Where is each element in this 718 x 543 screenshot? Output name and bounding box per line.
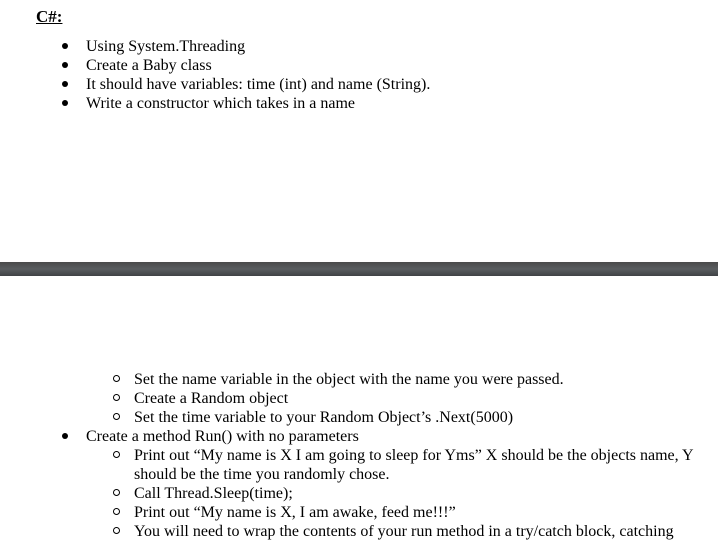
bullet-marker [62, 433, 68, 439]
bullet-marker [62, 43, 68, 49]
hollow-bullet-marker [113, 394, 120, 401]
sub-list-item-text: Print out “My name is X, I am awake, feed me!!!” [134, 504, 456, 521]
section-heading: C#: [36, 7, 63, 26]
sub-list-item-text: Call Thread.Sleep(time); [134, 485, 293, 502]
hollow-bullet-marker [113, 413, 120, 420]
sub-list-item-text: You will need to wrap the contents of your run method in a try/catch block, catching [134, 523, 674, 540]
document-page-2 [0, 276, 718, 543]
bullet-marker [62, 62, 68, 68]
list-item-text: Using System.Threading [86, 38, 246, 55]
bullet-marker [62, 100, 68, 106]
sub-list-item-text: Set the time variable to your Random Object’s .Next(5000) [134, 409, 514, 426]
list-item-text: Write a constructor which takes in a name [86, 95, 356, 112]
hollow-bullet-marker [113, 489, 120, 496]
hollow-bullet-marker [113, 527, 120, 534]
sub-list-item-text: Create a Random object [134, 390, 289, 407]
sub-list-item-text: Print out “My name is X I am going to sleep for Yms” X should be the objects name, Y [134, 447, 694, 464]
sub-list-item-text: Set the name variable in the object with the name you were passed. [134, 371, 564, 388]
bullet-marker [62, 81, 68, 87]
hollow-bullet-marker [113, 508, 120, 515]
sub-list-item-text-continued: should be the time you randomly chose. [134, 466, 390, 483]
page-break-gap [0, 262, 718, 276]
list-item-text: Create a Baby class [86, 57, 212, 74]
document-page-1 [0, 0, 718, 262]
list-item-text: Create a method Run() with no parameters [86, 428, 359, 445]
hollow-bullet-marker [113, 451, 120, 458]
hollow-bullet-marker [113, 375, 120, 382]
list-item-text: It should have variables: time (int) and name (String). [86, 76, 431, 93]
